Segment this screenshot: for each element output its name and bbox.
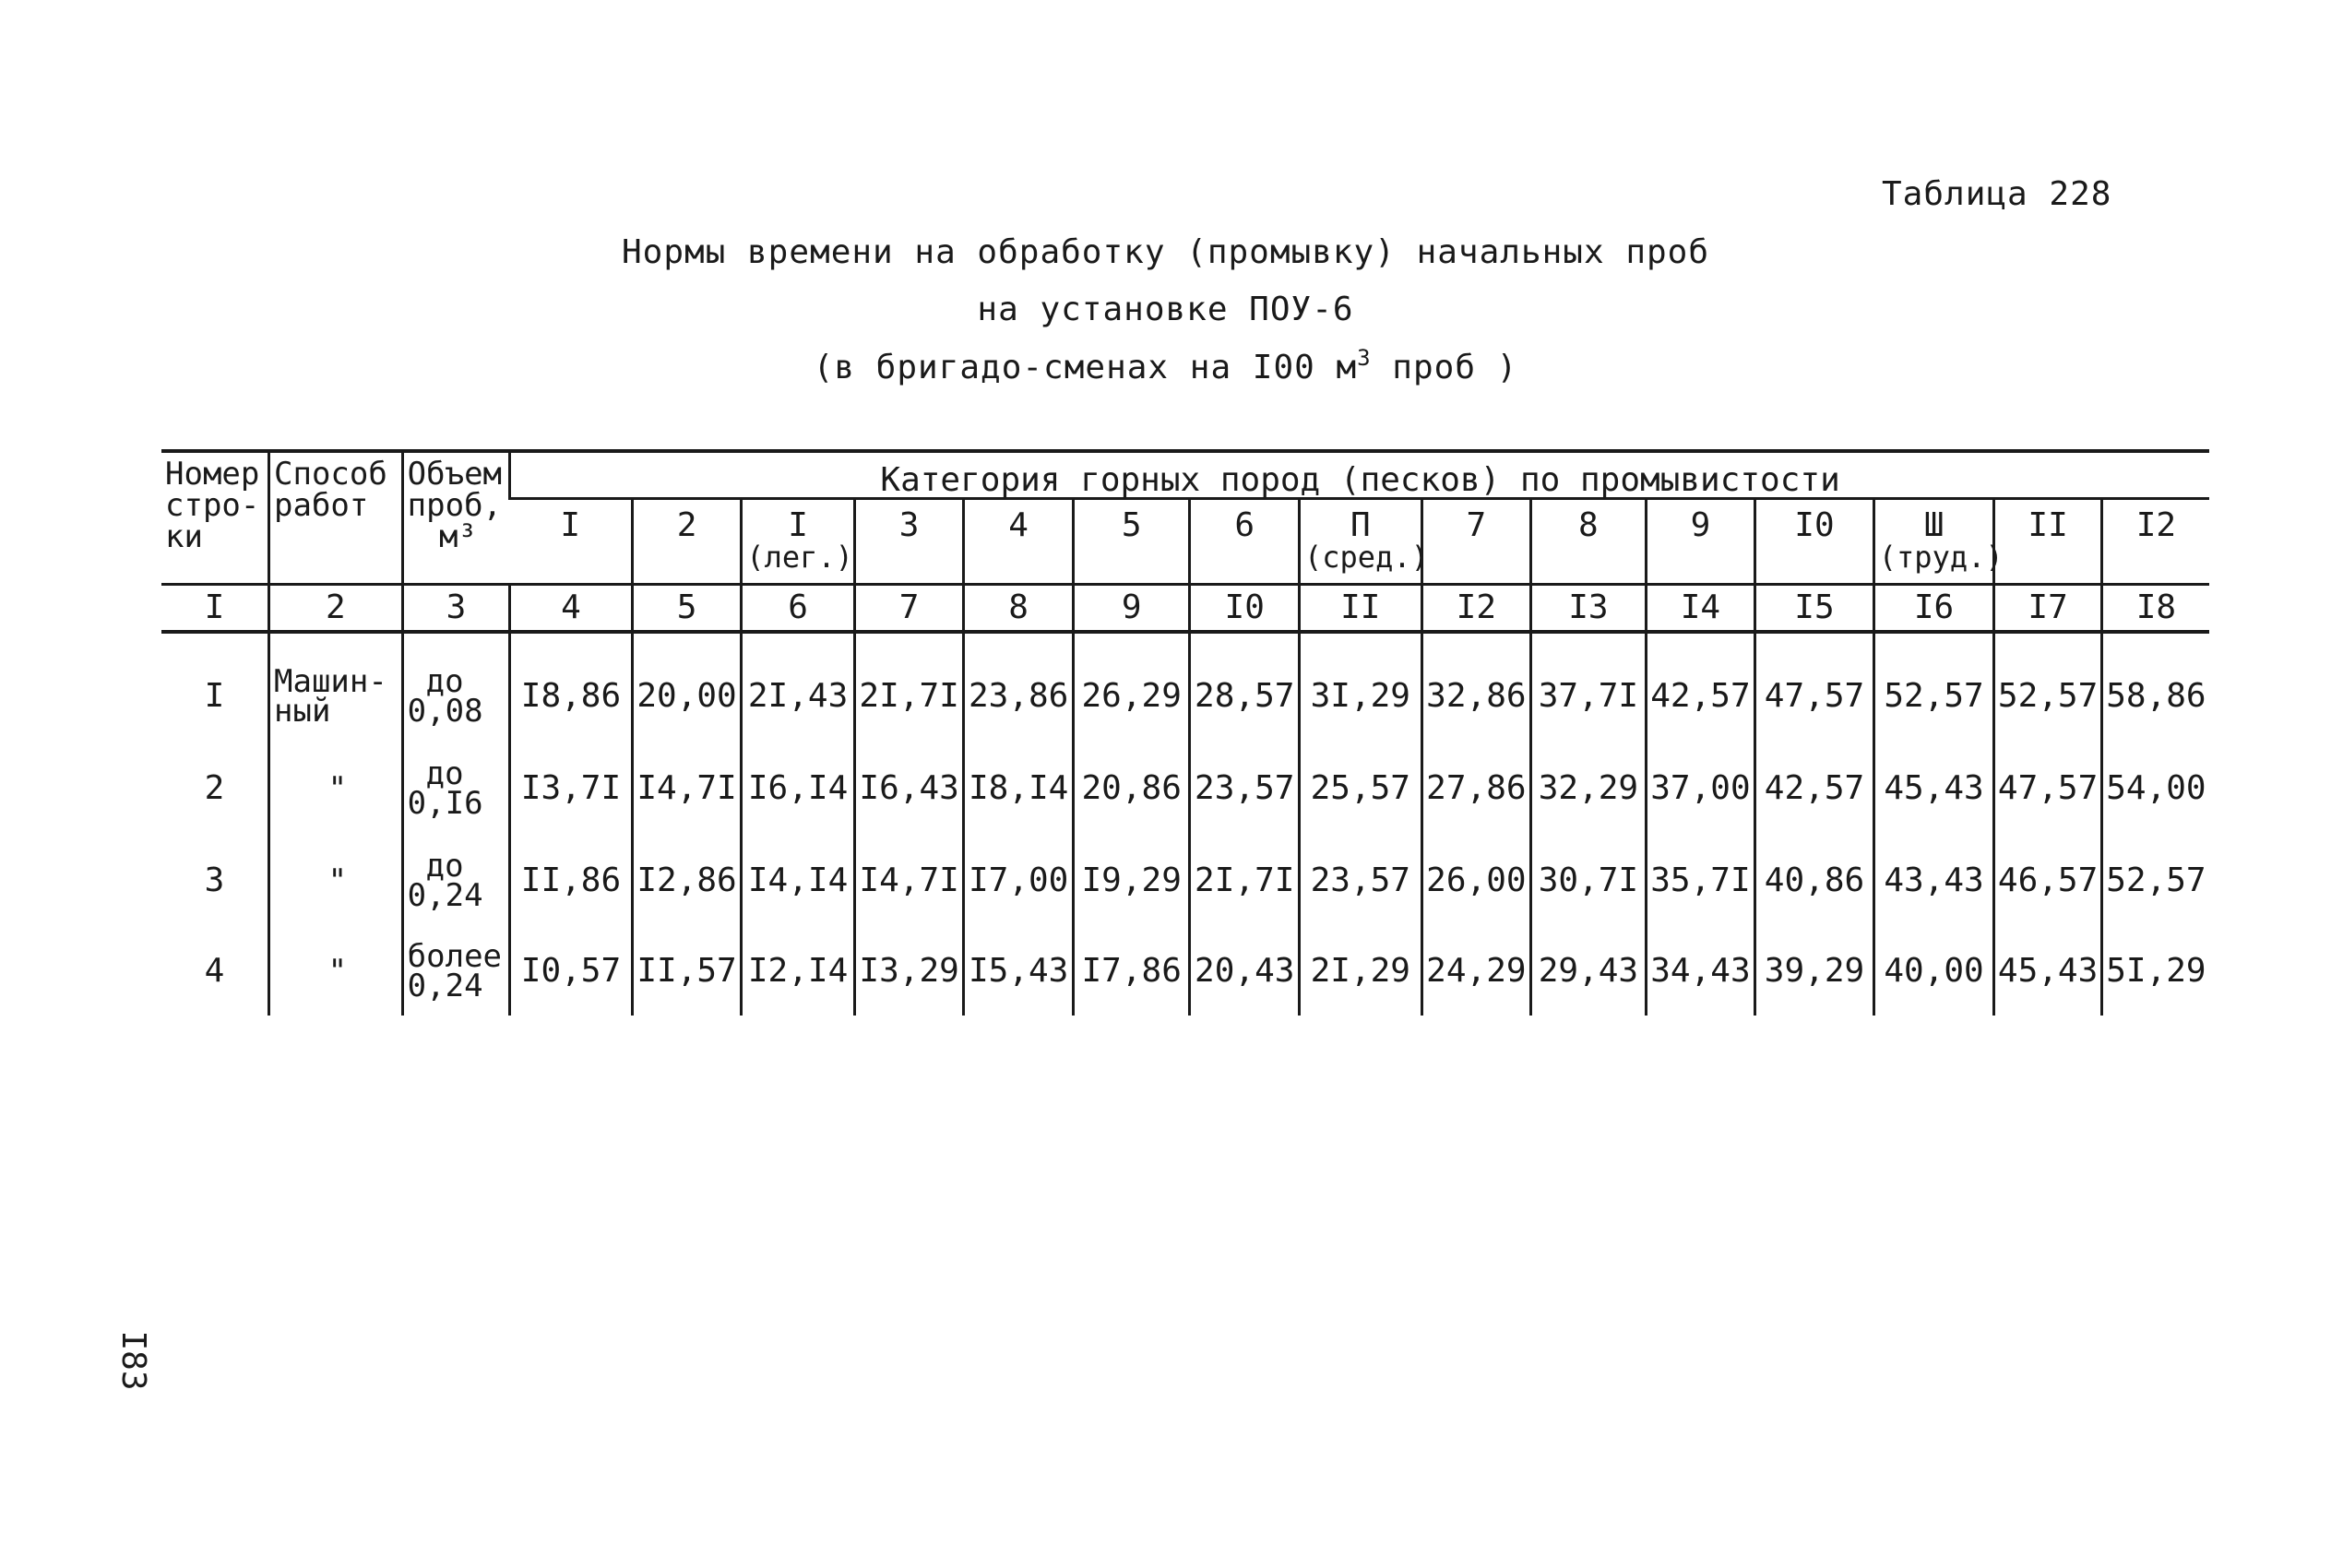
column-number: 7	[854, 585, 964, 633]
value-cell: 26,00	[1421, 835, 1531, 927]
title-line-1: Нормы времени на обработку (промывку) начальных проб	[621, 233, 1710, 271]
row-number-cell: 3	[204, 861, 225, 899]
units-superscript: 3	[1357, 345, 1372, 371]
category-header: I	[560, 506, 581, 544]
value-cell: 40,86	[1755, 835, 1874, 927]
header-volume	[402, 451, 510, 585]
value-cell: I6,43	[854, 742, 964, 835]
column-number: I7	[1994, 585, 2102, 633]
column-number: 5	[632, 585, 742, 633]
value-cell: I7,00	[964, 835, 1074, 927]
method-cell	[269, 650, 403, 742]
table-row	[161, 742, 2209, 835]
value-cell: I4,7I	[632, 742, 742, 835]
value-cell: 40,00	[1873, 927, 1994, 1016]
title-line-2: на установке ПОУ-6	[977, 291, 1354, 328]
table-row	[161, 835, 2209, 927]
category-header: I (лег.)	[742, 499, 855, 585]
value-cell: 25,57	[1300, 742, 1422, 835]
category-header: 2	[632, 499, 742, 585]
value-cell: II,86	[510, 835, 633, 927]
category-header: II	[1994, 499, 2102, 585]
header-text: Объем	[407, 456, 503, 493]
value-cell: 2I,43	[742, 650, 855, 742]
method-text: ный	[274, 693, 331, 730]
value-cell: 47,57	[1994, 742, 2102, 835]
value-cell: 20,86	[1073, 742, 1190, 835]
column-number: 2	[269, 585, 403, 633]
table-number: Таблица 228	[1882, 175, 2112, 213]
value-cell: 24,29	[1421, 927, 1531, 1016]
column-number: 6	[742, 585, 855, 633]
method-cell	[269, 742, 403, 835]
volume-text: 0,24	[407, 968, 483, 1004]
table-row	[161, 927, 2209, 1016]
method-text: "	[327, 952, 348, 990]
table-row	[161, 650, 2209, 742]
value-cell: I7,86	[1073, 927, 1190, 1016]
volume-text: более	[407, 937, 503, 975]
column-number-row	[161, 585, 2209, 633]
spacer-row	[161, 632, 2209, 650]
value-cell: 20,00	[632, 650, 742, 742]
header-text: ки	[165, 518, 203, 555]
value-cell: 42,57	[1755, 742, 1874, 835]
value-cell: 42,57	[1646, 650, 1755, 742]
value-cell: I3,29	[854, 927, 964, 1016]
volume-text: 0,I6	[407, 785, 483, 822]
header-text: работ	[274, 487, 369, 524]
column-number: 8	[964, 585, 1074, 633]
volume-cell	[402, 742, 510, 835]
value-cell: 35,7I	[1646, 835, 1755, 927]
value-cell: 52,57	[1994, 650, 2102, 742]
column-number: I3	[1531, 585, 1647, 633]
column-number: I6	[1873, 585, 1994, 633]
value-cell: 2I,29	[1300, 927, 1422, 1016]
value-cell: 47,57	[1755, 650, 1874, 742]
value-cell: 32,86	[1421, 650, 1531, 742]
column-number: I2	[1421, 585, 1531, 633]
volume-cell	[402, 650, 510, 742]
units-prefix: (в бригадо-сменах на I00 м	[813, 349, 1358, 386]
title-block	[0, 233, 2331, 395]
value-cell: I8,86	[510, 650, 633, 742]
category-group-header: Категория горных пород (песков) по промывистости	[510, 451, 2209, 499]
volume-text: 0,08	[407, 693, 483, 730]
value-cell: 23,57	[1300, 835, 1422, 927]
volume-cell	[402, 927, 510, 1016]
row-number-cell: I	[204, 677, 225, 715]
category-header: 7	[1421, 499, 1531, 585]
value-cell: 43,43	[1873, 835, 1994, 927]
value-cell: 45,43	[1873, 742, 1994, 835]
category-header: Ш (труд.)	[1873, 499, 1994, 585]
method-text: "	[327, 769, 348, 807]
data-body	[161, 650, 2209, 1016]
value-cell: 30,7I	[1531, 835, 1647, 927]
method-cell	[269, 835, 403, 927]
column-number: I5	[1755, 585, 1874, 633]
value-cell: I2,86	[632, 835, 742, 927]
column-number: I4	[1646, 585, 1755, 633]
units-line	[0, 347, 2331, 395]
value-cell: 5I,29	[2101, 927, 2209, 1016]
value-cell: 26,29	[1073, 650, 1190, 742]
column-number: 3	[402, 585, 510, 633]
method-text: Машин-	[274, 662, 387, 700]
value-cell: 37,00	[1646, 742, 1755, 835]
value-cell: I5,43	[964, 927, 1074, 1016]
value-cell: 29,43	[1531, 927, 1647, 1016]
header-row-number	[161, 451, 269, 585]
value-cell: II,57	[632, 927, 742, 1016]
header-text: Номер	[165, 456, 260, 493]
value-cell: 23,57	[1190, 742, 1300, 835]
value-cell: I9,29	[1073, 835, 1190, 927]
column-number: 4	[510, 585, 633, 633]
header-text: м³	[438, 518, 477, 555]
value-cell: 20,43	[1190, 927, 1300, 1016]
column-number: II	[1300, 585, 1422, 633]
value-cell: 39,29	[1755, 927, 1874, 1016]
value-cell: I0,57	[510, 927, 633, 1016]
value-cell: I6,I4	[742, 742, 855, 835]
value-cell: 54,00	[2101, 742, 2209, 835]
row-number-cell: 2	[204, 769, 225, 807]
value-cell: 52,57	[2101, 835, 2209, 927]
value-cell: I3,7I	[510, 742, 633, 835]
value-cell: 23,86	[964, 650, 1074, 742]
value-cell: 27,86	[1421, 742, 1531, 835]
column-number: 9	[1073, 585, 1190, 633]
value-cell: 34,43	[1646, 927, 1755, 1016]
units-suffix: проб )	[1371, 349, 1518, 386]
method-cell	[269, 927, 403, 1016]
value-cell: I4,I4	[742, 835, 855, 927]
header-row-top	[161, 451, 2209, 499]
value-cell: 46,57	[1994, 835, 2102, 927]
header-text: проб,	[407, 487, 503, 524]
column-number: I0	[1190, 585, 1300, 633]
volume-cell	[402, 835, 510, 927]
category-header: 9	[1646, 499, 1755, 585]
category-header: 6	[1190, 499, 1300, 585]
value-cell: 58,86	[2101, 650, 2209, 742]
header-method	[269, 451, 403, 585]
column-number: I8	[2101, 585, 2209, 633]
value-cell: I8,I4	[964, 742, 1074, 835]
volume-text: до	[425, 662, 464, 700]
value-cell: 2I,7I	[1190, 835, 1300, 927]
row-number-cell: 4	[204, 952, 225, 990]
value-cell: 3I,29	[1300, 650, 1422, 742]
value-cell: I4,7I	[854, 835, 964, 927]
category-header: 8	[1531, 499, 1647, 585]
value-cell: 32,29	[1531, 742, 1647, 835]
category-header: 3	[854, 499, 964, 585]
value-cell: 28,57	[1190, 650, 1300, 742]
value-cell: 37,7I	[1531, 650, 1647, 742]
category-header: I0	[1755, 499, 1874, 585]
method-text: "	[327, 861, 348, 899]
category-header: 4	[964, 499, 1074, 585]
header-text: Способ	[274, 456, 387, 493]
category-header: I2	[2101, 499, 2209, 585]
value-cell: I2,I4	[742, 927, 855, 1016]
category-header: 5	[1073, 499, 1190, 585]
header-text: стро-	[165, 487, 260, 524]
volume-text: до	[425, 754, 464, 792]
category-header: П (сред.)	[1300, 499, 1422, 585]
norms-table	[161, 449, 2209, 1016]
value-cell: 52,57	[1873, 650, 1994, 742]
page-number: I83	[114, 1330, 152, 1391]
value-cell: 2I,7I	[854, 650, 964, 742]
volume-text: до	[425, 847, 464, 885]
value-cell: 45,43	[1994, 927, 2102, 1016]
column-number: I	[161, 585, 269, 633]
volume-text: 0,24	[407, 877, 483, 914]
